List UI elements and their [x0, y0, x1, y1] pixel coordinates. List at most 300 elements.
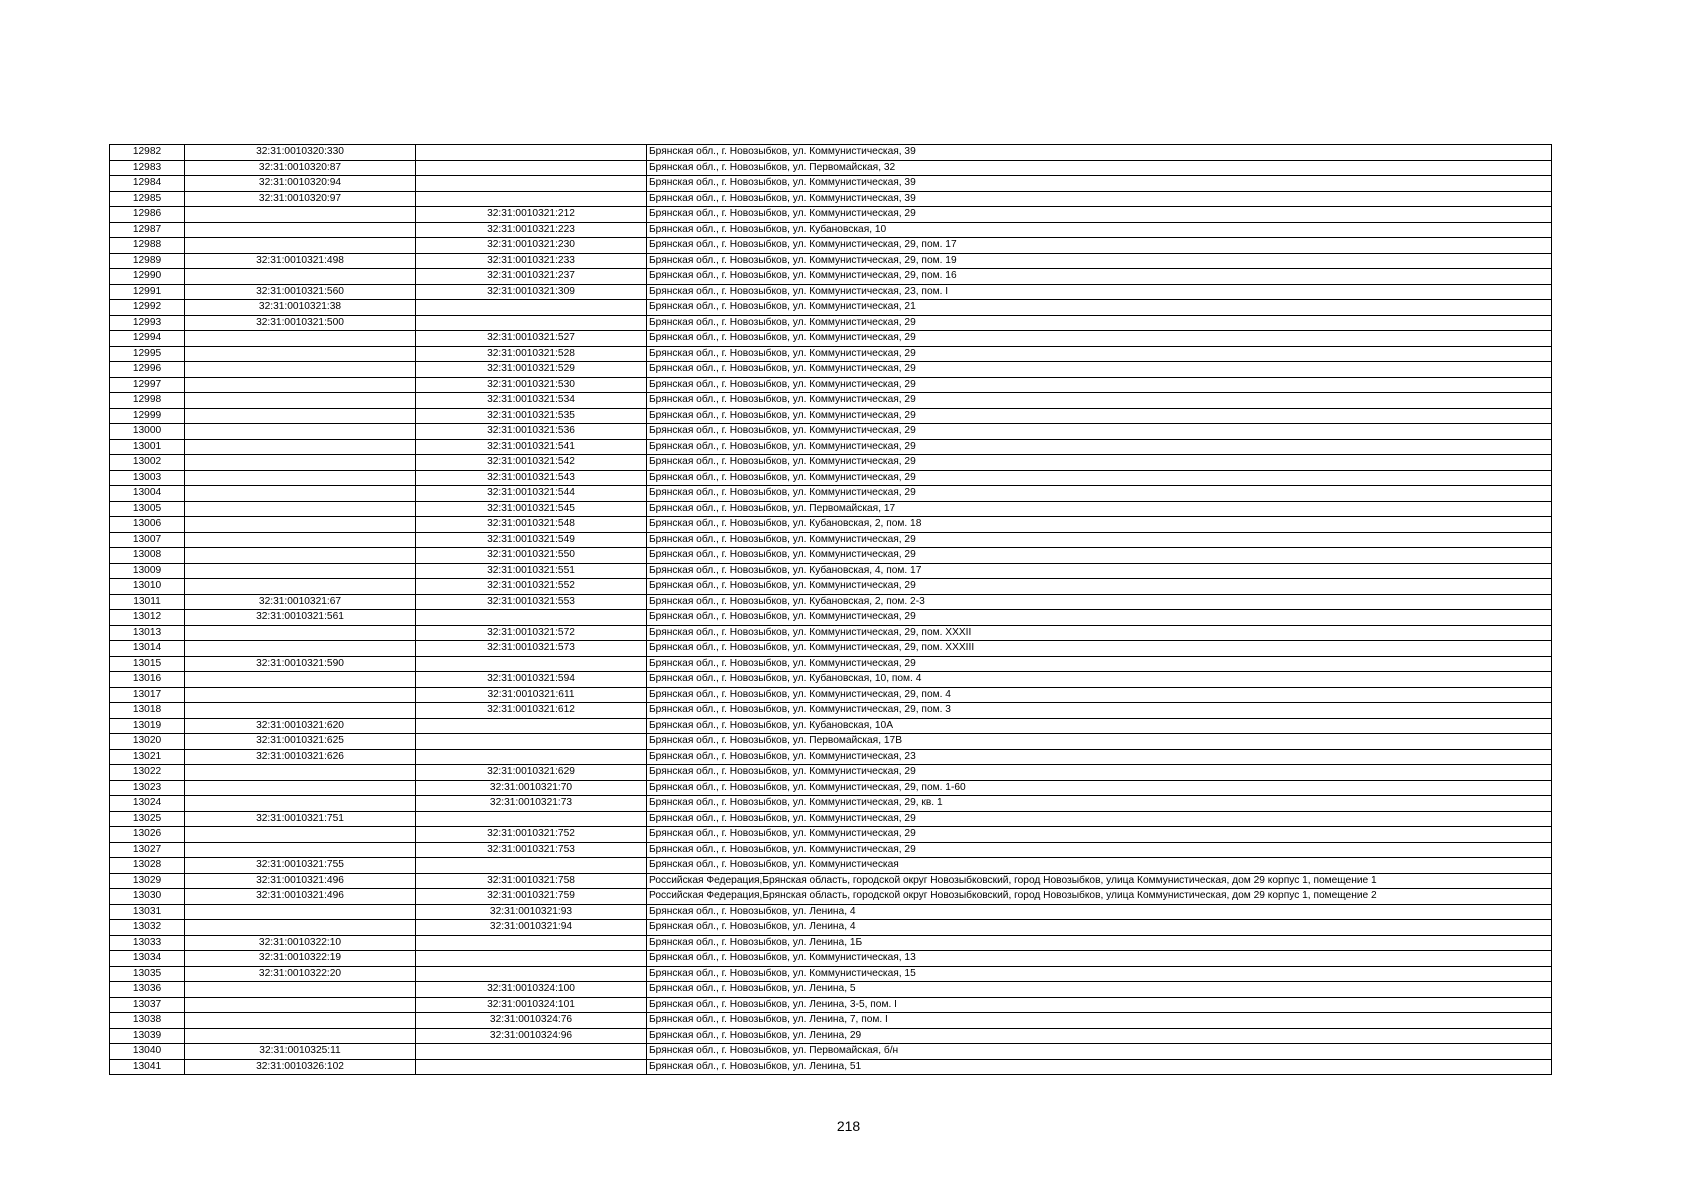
table-row	[110, 594, 1552, 610]
building-cadastral-number-cell: 32:31:0010324:101	[416, 997, 647, 1013]
row-number-cell: 12985	[110, 191, 185, 207]
table-row	[110, 548, 1552, 564]
building-cadastral-number-cell	[416, 811, 647, 827]
land-cadastral-number-cell: 32:31:0010321:625	[185, 734, 416, 750]
land-cadastral-number-cell: 32:31:0010321:67	[185, 594, 416, 610]
address-cell: Брянская обл., г. Новозыбков, ул. Коммунистическая, 29, пом. 1-60	[647, 780, 1552, 796]
table-row	[110, 424, 1552, 440]
land-cadastral-number-cell: 32:31:0010325:11	[185, 1044, 416, 1060]
table-row	[110, 641, 1552, 657]
building-cadastral-number-cell	[416, 749, 647, 765]
table-row	[110, 563, 1552, 579]
land-cadastral-number-cell: 32:31:0010321:496	[185, 889, 416, 905]
table-row	[110, 873, 1552, 889]
land-cadastral-number-cell	[185, 408, 416, 424]
building-cadastral-number-cell: 32:31:0010321:594	[416, 672, 647, 688]
address-cell: Брянская обл., г. Новозыбков, ул. Коммунистическая, 29	[647, 207, 1552, 223]
building-cadastral-number-cell	[416, 176, 647, 192]
row-number-cell: 13035	[110, 966, 185, 982]
table-row	[110, 858, 1552, 874]
land-cadastral-number-cell	[185, 377, 416, 393]
land-cadastral-number-cell	[185, 796, 416, 812]
address-cell: Брянская обл., г. Новозыбков, ул. Коммунистическая, 29	[647, 811, 1552, 827]
address-cell: Брянская обл., г. Новозыбков, ул. Коммунистическая, 29, пом. 19	[647, 253, 1552, 269]
land-cadastral-number-cell	[185, 641, 416, 657]
building-cadastral-number-cell: 32:31:0010321:233	[416, 253, 647, 269]
land-cadastral-number-cell	[185, 1028, 416, 1044]
land-cadastral-number-cell	[185, 625, 416, 641]
table-row	[110, 656, 1552, 672]
table-row	[110, 160, 1552, 176]
land-cadastral-number-cell: 32:31:0010321:498	[185, 253, 416, 269]
land-cadastral-number-cell: 32:31:0010320:87	[185, 160, 416, 176]
address-cell: Российская Федерация,Брянская область, городской округ Новозыбковский, город Новозыбков, улица Коммунистическая, дом 29 корпус 1, помещение 2	[647, 889, 1552, 905]
address-cell: Брянская обл., г. Новозыбков, ул. Коммунистическая, 21	[647, 300, 1552, 316]
table-row	[110, 811, 1552, 827]
building-cadastral-number-cell: 32:31:0010321:309	[416, 284, 647, 300]
land-cadastral-number-cell	[185, 563, 416, 579]
land-cadastral-number-cell	[185, 424, 416, 440]
address-cell: Брянская обл., г. Новозыбков, ул. Кубановская, 10А	[647, 718, 1552, 734]
address-cell: Брянская обл., г. Новозыбков, ул. Коммунистическая, 29	[647, 486, 1552, 502]
building-cadastral-number-cell: 32:31:0010321:93	[416, 904, 647, 920]
table-row	[110, 625, 1552, 641]
table-row	[110, 176, 1552, 192]
building-cadastral-number-cell	[416, 610, 647, 626]
land-cadastral-number-cell: 32:31:0010322:10	[185, 935, 416, 951]
table-row	[110, 346, 1552, 362]
address-cell: Брянская обл., г. Новозыбков, ул. Кубановская, 10	[647, 222, 1552, 238]
row-number-cell: 13026	[110, 827, 185, 843]
row-number-cell: 13034	[110, 951, 185, 967]
building-cadastral-number-cell: 32:31:0010321:534	[416, 393, 647, 409]
row-number-cell: 13014	[110, 641, 185, 657]
table-row	[110, 517, 1552, 533]
table-row	[110, 904, 1552, 920]
land-cadastral-number-cell: 32:31:0010326:102	[185, 1059, 416, 1075]
land-cadastral-number-cell	[185, 331, 416, 347]
table-row	[110, 145, 1552, 161]
table-row	[110, 889, 1552, 905]
land-cadastral-number-cell	[185, 1013, 416, 1029]
building-cadastral-number-cell: 32:31:0010321:548	[416, 517, 647, 533]
row-number-cell: 13018	[110, 703, 185, 719]
building-cadastral-number-cell: 32:31:0010321:536	[416, 424, 647, 440]
row-number-cell: 12982	[110, 145, 185, 161]
building-cadastral-number-cell: 32:31:0010321:572	[416, 625, 647, 641]
land-cadastral-number-cell	[185, 222, 416, 238]
land-cadastral-number-cell	[185, 532, 416, 548]
row-number-cell: 12992	[110, 300, 185, 316]
land-cadastral-number-cell	[185, 765, 416, 781]
row-number-cell: 13002	[110, 455, 185, 471]
row-number-cell: 13001	[110, 439, 185, 455]
row-number-cell: 13006	[110, 517, 185, 533]
row-number-cell: 13009	[110, 563, 185, 579]
land-cadastral-number-cell	[185, 920, 416, 936]
building-cadastral-number-cell	[416, 1059, 647, 1075]
address-cell: Брянская обл., г. Новозыбков, ул. Ленина, 5	[647, 982, 1552, 998]
row-number-cell: 12990	[110, 269, 185, 285]
table-row	[110, 796, 1552, 812]
land-cadastral-number-cell	[185, 362, 416, 378]
land-cadastral-number-cell	[185, 439, 416, 455]
building-cadastral-number-cell: 32:31:0010321:94	[416, 920, 647, 936]
address-cell: Брянская обл., г. Новозыбков, ул. Ленина, 7, пом. I	[647, 1013, 1552, 1029]
building-cadastral-number-cell: 32:31:0010321:73	[416, 796, 647, 812]
address-cell: Брянская обл., г. Новозыбков, ул. Коммунистическая, 29	[647, 610, 1552, 626]
address-cell: Брянская обл., г. Новозыбков, ул. Коммунистическая, 29	[647, 393, 1552, 409]
row-number-cell: 13004	[110, 486, 185, 502]
building-cadastral-number-cell: 32:31:0010321:759	[416, 889, 647, 905]
land-cadastral-number-cell	[185, 238, 416, 254]
address-cell: Брянская обл., г. Новозыбков, ул. Коммунистическая, 29	[647, 315, 1552, 331]
address-cell: Брянская обл., г. Новозыбков, ул. Ленина, 29	[647, 1028, 1552, 1044]
address-cell: Брянская обл., г. Новозыбков, ул. Ленина, 51	[647, 1059, 1552, 1075]
building-cadastral-number-cell	[416, 300, 647, 316]
address-cell: Брянская обл., г. Новозыбков, ул. Коммунистическая, 29, пом. XXXIII	[647, 641, 1552, 657]
row-number-cell: 13013	[110, 625, 185, 641]
row-number-cell: 13007	[110, 532, 185, 548]
address-cell: Брянская обл., г. Новозыбков, ул. Коммунистическая, 29	[647, 656, 1552, 672]
table-row	[110, 238, 1552, 254]
address-cell: Брянская обл., г. Новозыбков, ул. Коммунистическая, 29	[647, 470, 1552, 486]
address-cell: Брянская обл., г. Новозыбков, ул. Коммунистическая, 29	[647, 842, 1552, 858]
building-cadastral-number-cell: 32:31:0010321:752	[416, 827, 647, 843]
row-number-cell: 13022	[110, 765, 185, 781]
row-number-cell: 13024	[110, 796, 185, 812]
row-number-cell: 13038	[110, 1013, 185, 1029]
land-cadastral-number-cell	[185, 827, 416, 843]
table-row	[110, 253, 1552, 269]
building-cadastral-number-cell: 32:31:0010321:542	[416, 455, 647, 471]
land-cadastral-number-cell: 32:31:0010321:590	[185, 656, 416, 672]
table-row	[110, 315, 1552, 331]
table-row	[110, 439, 1552, 455]
address-cell: Брянская обл., г. Новозыбков, ул. Коммунистическая, 29	[647, 362, 1552, 378]
address-cell: Брянская обл., г. Новозыбков, ул. Коммунистическая, 39	[647, 145, 1552, 161]
address-cell: Брянская обл., г. Новозыбков, ул. Коммунистическая, 13	[647, 951, 1552, 967]
row-number-cell: 12986	[110, 207, 185, 223]
building-cadastral-number-cell: 32:31:0010321:70	[416, 780, 647, 796]
address-cell: Брянская обл., г. Новозыбков, ул. Коммунистическая, 23, пом. I	[647, 284, 1552, 300]
land-cadastral-number-cell	[185, 780, 416, 796]
building-cadastral-number-cell: 32:31:0010321:535	[416, 408, 647, 424]
row-number-cell: 13005	[110, 501, 185, 517]
land-cadastral-number-cell	[185, 703, 416, 719]
address-cell: Брянская обл., г. Новозыбков, ул. Коммунистическая, 29	[647, 439, 1552, 455]
table-row	[110, 749, 1552, 765]
address-cell: Брянская обл., г. Новозыбков, ул. Коммунистическая	[647, 858, 1552, 874]
land-cadastral-number-cell: 32:31:0010320:94	[185, 176, 416, 192]
row-number-cell: 13030	[110, 889, 185, 905]
row-number-cell: 12983	[110, 160, 185, 176]
building-cadastral-number-cell: 32:31:0010324:100	[416, 982, 647, 998]
row-number-cell: 13029	[110, 873, 185, 889]
address-cell: Брянская обл., г. Новозыбков, ул. Кубановская, 10, пом. 4	[647, 672, 1552, 688]
row-number-cell: 12984	[110, 176, 185, 192]
address-cell: Брянская обл., г. Новозыбков, ул. Коммунистическая, 29	[647, 455, 1552, 471]
address-cell: Брянская обл., г. Новозыбков, ул. Коммунистическая, 29, кв. 1	[647, 796, 1552, 812]
address-cell: Брянская обл., г. Новозыбков, ул. Коммунистическая, 29, пом. XXXII	[647, 625, 1552, 641]
building-cadastral-number-cell	[416, 935, 647, 951]
address-cell: Брянская обл., г. Новозыбков, ул. Коммунистическая, 29	[647, 765, 1552, 781]
land-cadastral-number-cell: 32:31:0010321:620	[185, 718, 416, 734]
land-cadastral-number-cell: 32:31:0010321:500	[185, 315, 416, 331]
address-cell: Брянская обл., г. Новозыбков, ул. Кубановская, 2, пом. 2-3	[647, 594, 1552, 610]
table-row	[110, 532, 1552, 548]
land-cadastral-number-cell	[185, 997, 416, 1013]
address-cell: Российская Федерация,Брянская область, городской округ Новозыбковский, город Новозыбков, улица Коммунистическая, дом 29 корпус 1, помещение 1	[647, 873, 1552, 889]
land-cadastral-number-cell: 32:31:0010321:496	[185, 873, 416, 889]
land-cadastral-number-cell	[185, 982, 416, 998]
building-cadastral-number-cell: 32:31:0010321:573	[416, 641, 647, 657]
building-cadastral-number-cell	[416, 966, 647, 982]
table-row	[110, 1028, 1552, 1044]
table-row	[110, 610, 1552, 626]
table-row	[110, 966, 1552, 982]
row-number-cell: 13041	[110, 1059, 185, 1075]
row-number-cell: 13023	[110, 780, 185, 796]
table-row	[110, 1013, 1552, 1029]
row-number-cell: 12999	[110, 408, 185, 424]
table-row	[110, 501, 1552, 517]
address-cell: Брянская обл., г. Новозыбков, ул. Первомайская, 17	[647, 501, 1552, 517]
row-number-cell: 13039	[110, 1028, 185, 1044]
table-row	[110, 331, 1552, 347]
building-cadastral-number-cell	[416, 1044, 647, 1060]
table-row	[110, 207, 1552, 223]
row-number-cell: 13027	[110, 842, 185, 858]
property-register-table	[109, 144, 1552, 1075]
row-number-cell: 12989	[110, 253, 185, 269]
row-number-cell: 13031	[110, 904, 185, 920]
building-cadastral-number-cell: 32:31:0010321:544	[416, 486, 647, 502]
row-number-cell: 13032	[110, 920, 185, 936]
table-row	[110, 935, 1552, 951]
building-cadastral-number-cell: 32:31:0010321:611	[416, 687, 647, 703]
address-cell: Брянская обл., г. Новозыбков, ул. Коммунистическая, 29, пом. 3	[647, 703, 1552, 719]
table-row	[110, 191, 1552, 207]
row-number-cell: 13003	[110, 470, 185, 486]
address-cell: Брянская обл., г. Новозыбков, ул. Ленина, 1Б	[647, 935, 1552, 951]
row-number-cell: 13010	[110, 579, 185, 595]
land-cadastral-number-cell	[185, 455, 416, 471]
table-row	[110, 1059, 1552, 1075]
address-cell: Брянская обл., г. Новозыбков, ул. Ленина, 4	[647, 904, 1552, 920]
row-number-cell: 12997	[110, 377, 185, 393]
table-row	[110, 1044, 1552, 1060]
address-cell: Брянская обл., г. Новозыбков, ул. Первомайская, б/н	[647, 1044, 1552, 1060]
land-cadastral-number-cell	[185, 269, 416, 285]
building-cadastral-number-cell: 32:31:0010324:96	[416, 1028, 647, 1044]
address-cell: Брянская обл., г. Новозыбков, ул. Коммунистическая, 29	[647, 827, 1552, 843]
table-row	[110, 703, 1552, 719]
address-cell: Брянская обл., г. Новозыбков, ул. Коммунистическая, 29	[647, 548, 1552, 564]
land-cadastral-number-cell: 32:31:0010320:330	[185, 145, 416, 161]
row-number-cell: 12996	[110, 362, 185, 378]
row-number-cell: 12994	[110, 331, 185, 347]
row-number-cell: 13036	[110, 982, 185, 998]
land-cadastral-number-cell	[185, 842, 416, 858]
land-cadastral-number-cell	[185, 486, 416, 502]
building-cadastral-number-cell: 32:31:0010321:612	[416, 703, 647, 719]
row-number-cell: 13028	[110, 858, 185, 874]
row-number-cell: 12995	[110, 346, 185, 362]
land-cadastral-number-cell: 32:31:0010321:751	[185, 811, 416, 827]
land-cadastral-number-cell: 32:31:0010321:561	[185, 610, 416, 626]
table-row	[110, 579, 1552, 595]
address-cell: Брянская обл., г. Новозыбков, ул. Коммунистическая, 29	[647, 408, 1552, 424]
table-row	[110, 393, 1552, 409]
address-cell: Брянская обл., г. Новозыбков, ул. Коммунистическая, 29	[647, 346, 1552, 362]
row-number-cell: 13017	[110, 687, 185, 703]
row-number-cell: 13040	[110, 1044, 185, 1060]
page-number: 218	[836, 1118, 861, 1134]
land-cadastral-number-cell: 32:31:0010322:19	[185, 951, 416, 967]
row-number-cell: 12998	[110, 393, 185, 409]
building-cadastral-number-cell: 32:31:0010321:212	[416, 207, 647, 223]
table-row	[110, 997, 1552, 1013]
land-cadastral-number-cell: 32:31:0010321:38	[185, 300, 416, 316]
table-row	[110, 951, 1552, 967]
table-row	[110, 734, 1552, 750]
address-cell: Брянская обл., г. Новозыбков, ул. Коммунистическая, 29	[647, 377, 1552, 393]
building-cadastral-number-cell	[416, 734, 647, 750]
table-row	[110, 765, 1552, 781]
building-cadastral-number-cell: 32:31:0010321:758	[416, 873, 647, 889]
row-number-cell: 13021	[110, 749, 185, 765]
table-row	[110, 780, 1552, 796]
row-number-cell: 13016	[110, 672, 185, 688]
address-cell: Брянская обл., г. Новозыбков, ул. Коммунистическая, 29, пом. 16	[647, 269, 1552, 285]
table-row	[110, 300, 1552, 316]
land-cadastral-number-cell: 32:31:0010322:20	[185, 966, 416, 982]
building-cadastral-number-cell: 32:31:0010321:550	[416, 548, 647, 564]
row-number-cell: 12993	[110, 315, 185, 331]
row-number-cell: 12991	[110, 284, 185, 300]
land-cadastral-number-cell	[185, 393, 416, 409]
table-row	[110, 982, 1552, 998]
building-cadastral-number-cell	[416, 951, 647, 967]
table-row	[110, 486, 1552, 502]
row-number-cell: 13019	[110, 718, 185, 734]
land-cadastral-number-cell	[185, 672, 416, 688]
row-number-cell: 13012	[110, 610, 185, 626]
table-row	[110, 827, 1552, 843]
building-cadastral-number-cell: 32:31:0010321:528	[416, 346, 647, 362]
address-cell: Брянская обл., г. Новозыбков, ул. Первомайская, 32	[647, 160, 1552, 176]
table-row	[110, 377, 1552, 393]
building-cadastral-number-cell: 32:31:0010321:552	[416, 579, 647, 595]
building-cadastral-number-cell	[416, 656, 647, 672]
table-row	[110, 470, 1552, 486]
table-row	[110, 408, 1552, 424]
address-cell: Брянская обл., г. Новозыбков, ул. Ленина, 3-5, пом. I	[647, 997, 1552, 1013]
building-cadastral-number-cell	[416, 858, 647, 874]
address-cell: Брянская обл., г. Новозыбков, ул. Коммунистическая, 23	[647, 749, 1552, 765]
building-cadastral-number-cell: 32:31:0010321:543	[416, 470, 647, 486]
building-cadastral-number-cell	[416, 718, 647, 734]
building-cadastral-number-cell: 32:31:0010321:545	[416, 501, 647, 517]
building-cadastral-number-cell: 32:31:0010321:551	[416, 563, 647, 579]
row-number-cell: 13008	[110, 548, 185, 564]
table-row	[110, 842, 1552, 858]
table-row	[110, 687, 1552, 703]
building-cadastral-number-cell: 32:31:0010321:529	[416, 362, 647, 378]
building-cadastral-number-cell: 32:31:0010321:527	[416, 331, 647, 347]
address-cell: Брянская обл., г. Новозыбков, ул. Коммунистическая, 29, пом. 17	[647, 238, 1552, 254]
row-number-cell: 13015	[110, 656, 185, 672]
land-cadastral-number-cell	[185, 346, 416, 362]
row-number-cell: 13000	[110, 424, 185, 440]
table-row	[110, 362, 1552, 378]
table-row	[110, 269, 1552, 285]
land-cadastral-number-cell	[185, 687, 416, 703]
address-cell: Брянская обл., г. Новозыбков, ул. Кубановская, 2, пом. 18	[647, 517, 1552, 533]
building-cadastral-number-cell: 32:31:0010321:549	[416, 532, 647, 548]
land-cadastral-number-cell	[185, 207, 416, 223]
land-cadastral-number-cell: 32:31:0010321:560	[185, 284, 416, 300]
address-cell: Брянская обл., г. Новозыбков, ул. Коммунистическая, 39	[647, 191, 1552, 207]
address-cell: Брянская обл., г. Новозыбков, ул. Коммунистическая, 29	[647, 424, 1552, 440]
building-cadastral-number-cell	[416, 160, 647, 176]
address-cell: Брянская обл., г. Новозыбков, ул. Первомайская, 17В	[647, 734, 1552, 750]
table-body	[110, 145, 1552, 1075]
address-cell: Брянская обл., г. Новозыбков, ул. Коммунистическая, 29	[647, 331, 1552, 347]
building-cadastral-number-cell	[416, 315, 647, 331]
land-cadastral-number-cell: 32:31:0010321:755	[185, 858, 416, 874]
land-cadastral-number-cell	[185, 579, 416, 595]
table-row	[110, 718, 1552, 734]
building-cadastral-number-cell: 32:31:0010321:629	[416, 765, 647, 781]
building-cadastral-number-cell: 32:31:0010321:530	[416, 377, 647, 393]
address-cell: Брянская обл., г. Новозыбков, ул. Коммунистическая, 29	[647, 579, 1552, 595]
table-row	[110, 222, 1552, 238]
building-cadastral-number-cell: 32:31:0010321:753	[416, 842, 647, 858]
building-cadastral-number-cell: 32:31:0010324:76	[416, 1013, 647, 1029]
building-cadastral-number-cell	[416, 191, 647, 207]
row-number-cell: 13011	[110, 594, 185, 610]
address-cell: Брянская обл., г. Новозыбков, ул. Коммунистическая, 29	[647, 532, 1552, 548]
building-cadastral-number-cell: 32:31:0010321:230	[416, 238, 647, 254]
building-cadastral-number-cell: 32:31:0010321:553	[416, 594, 647, 610]
row-number-cell: 12987	[110, 222, 185, 238]
land-cadastral-number-cell	[185, 470, 416, 486]
row-number-cell: 13025	[110, 811, 185, 827]
row-number-cell: 13037	[110, 997, 185, 1013]
land-cadastral-number-cell	[185, 904, 416, 920]
address-cell: Брянская обл., г. Новозыбков, ул. Кубановская, 4, пом. 17	[647, 563, 1552, 579]
address-cell: Брянская обл., г. Новозыбков, ул. Коммунистическая, 39	[647, 176, 1552, 192]
building-cadastral-number-cell: 32:31:0010321:541	[416, 439, 647, 455]
row-number-cell: 13020	[110, 734, 185, 750]
land-cadastral-number-cell: 32:31:0010320:97	[185, 191, 416, 207]
row-number-cell: 12988	[110, 238, 185, 254]
table-row	[110, 920, 1552, 936]
building-cadastral-number-cell: 32:31:0010321:223	[416, 222, 647, 238]
table-row	[110, 455, 1552, 471]
building-cadastral-number-cell: 32:31:0010321:237	[416, 269, 647, 285]
land-cadastral-number-cell	[185, 548, 416, 564]
land-cadastral-number-cell: 32:31:0010321:626	[185, 749, 416, 765]
building-cadastral-number-cell	[416, 145, 647, 161]
table-row	[110, 284, 1552, 300]
address-cell: Брянская обл., г. Новозыбков, ул. Ленина, 4	[647, 920, 1552, 936]
address-cell: Брянская обл., г. Новозыбков, ул. Коммунистическая, 29, пом. 4	[647, 687, 1552, 703]
land-cadastral-number-cell	[185, 517, 416, 533]
row-number-cell: 13033	[110, 935, 185, 951]
